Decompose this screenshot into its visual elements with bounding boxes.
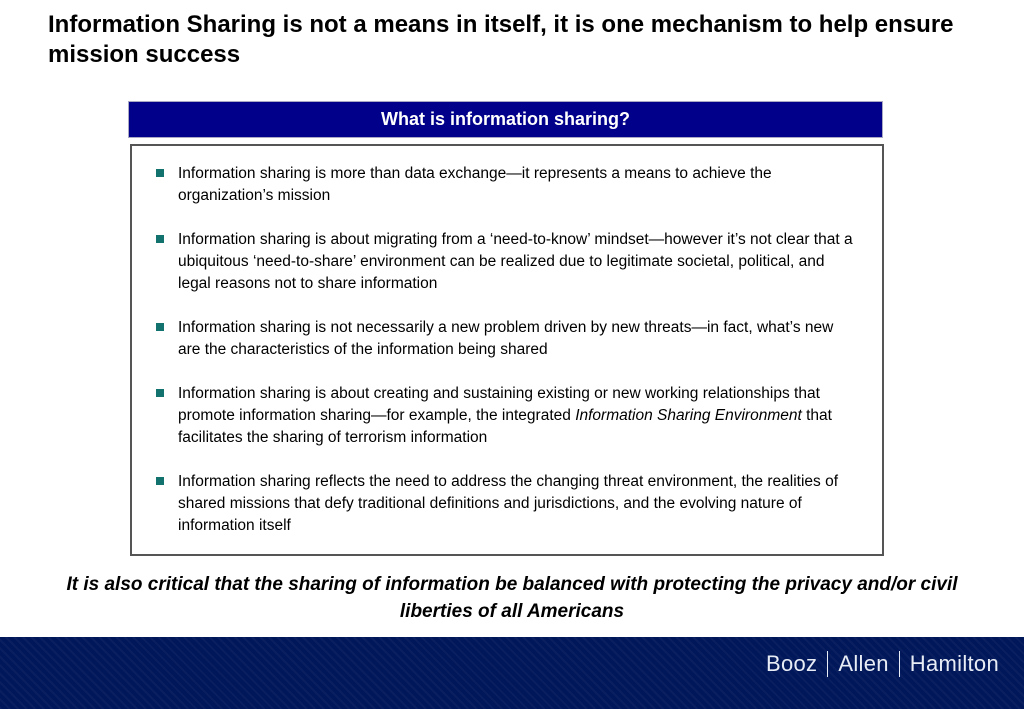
bullet-italic-text: Information Sharing Environment [575,407,802,424]
bullet-text: Information sharing reflects the need to address the changing threat environment, the realities of shared missions that defy traditional definitions and jurisdictions, and the evolving nature of information itself [178,473,838,534]
bullet-text: Information sharing is about migrating from a ‘need-to-know’ mindset—however it’s not clear that a ubiquitous ‘need-to-share’ environment can be realized due to legitimate societal, political, and legal reasons not to share information [178,231,853,292]
square-bullet-icon [156,389,164,397]
logo-divider [899,651,900,677]
footer-bar [0,637,1024,709]
logo-word: Booz [766,651,818,676]
company-logo [766,651,999,677]
bullet-text-after: that facilitates the sharing of terrorism information [178,407,832,446]
logo-word: Allen [838,651,889,676]
bullet-text: Information sharing is about creating and sustaining existing or new working relationships that promote information sharing—for example, the integrated [178,385,820,424]
box-header: What is information sharing? [128,101,883,138]
square-bullet-icon [156,477,164,485]
bullet-item [156,471,856,537]
box-body [130,144,884,556]
bullet-text: Information sharing is not necessarily a new problem driven by new threats—in fact, what’s new are the characteristics of the information being shared [178,319,834,358]
square-bullet-icon [156,169,164,177]
square-bullet-icon [156,323,164,331]
slide-title: Information Sharing is not a means in itself, it is one mechanism to help ensure mission success [48,11,954,68]
bullet-item [156,163,856,207]
logo-divider [827,651,828,677]
logo-word: Hamilton [909,651,999,676]
bullet-list [156,163,856,559]
footnote: It is also critical that the sharing of information be balanced with protecting the privacy and/or civil liberties of all Americans [66,574,958,622]
bullet-item [156,229,856,295]
square-bullet-icon [156,235,164,243]
bullet-text: Information sharing is more than data exchange—it represents a means to achieve the organization’s mission [178,165,772,204]
bullet-item [156,383,856,449]
bullet-item [156,317,856,361]
